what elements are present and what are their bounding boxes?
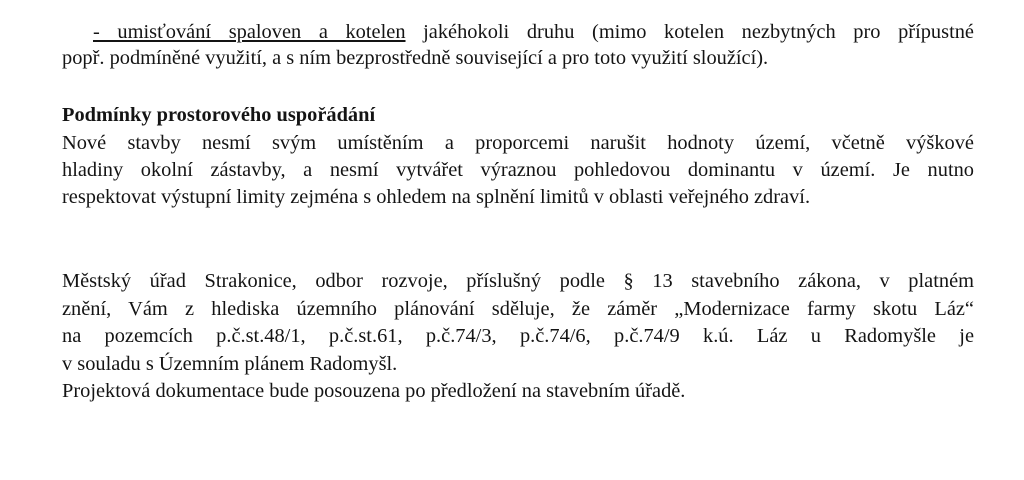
- section-text-line-3: respektovat výstupní limity zejména s ohledem na splnění limitů v oblasti veřejného zdraví.: [62, 186, 811, 208]
- section-heading: Podmínky prostorového uspořádání: [62, 104, 376, 126]
- section-text-line-1: Nové stavby nesmí svým umístěním a proporcemi narušit hodnoty území, včetně výškové: [62, 132, 974, 154]
- statement-line-5: Projektová dokumentace bude posouzena po předložení na stavebním úřadě.: [62, 380, 686, 402]
- statement-line-4: v souladu s Územním plánem Radomyšl.: [62, 353, 398, 375]
- statement-line-3: na pozemcích p.č.st.48/1, p.č.st.61, p.č.74/3, p.č.74/6, p.č.74/9 k.ú. Láz u Radomyšle je: [62, 325, 974, 347]
- statement-line-2: znění, Vám z hlediska územního plánování sděluje, že záměr „Modernizace farmy skotu Láz“: [62, 298, 974, 320]
- bullet-line-2: popř. podmíněné využití, a s ním bezprostředně související a pro toto využití sloužící).: [62, 47, 769, 69]
- bullet-underlined-text: - umisťování spaloven a kotelen: [93, 21, 406, 43]
- bullet-line-1: [93, 19, 974, 45]
- statement-line-1: Městský úřad Strakonice, odbor rozvoje, příslušný podle § 13 stavebního zákona, v platném: [62, 270, 974, 292]
- bullet-line-1-rest: jakéhokoli druhu (mimo kotelen nezbytných pro přípustné: [423, 21, 974, 43]
- section-text-line-2: hladiny okolní zástavby, a nesmí vytvářet výraznou pohledovou dominantu v území. Je nutno: [62, 159, 974, 181]
